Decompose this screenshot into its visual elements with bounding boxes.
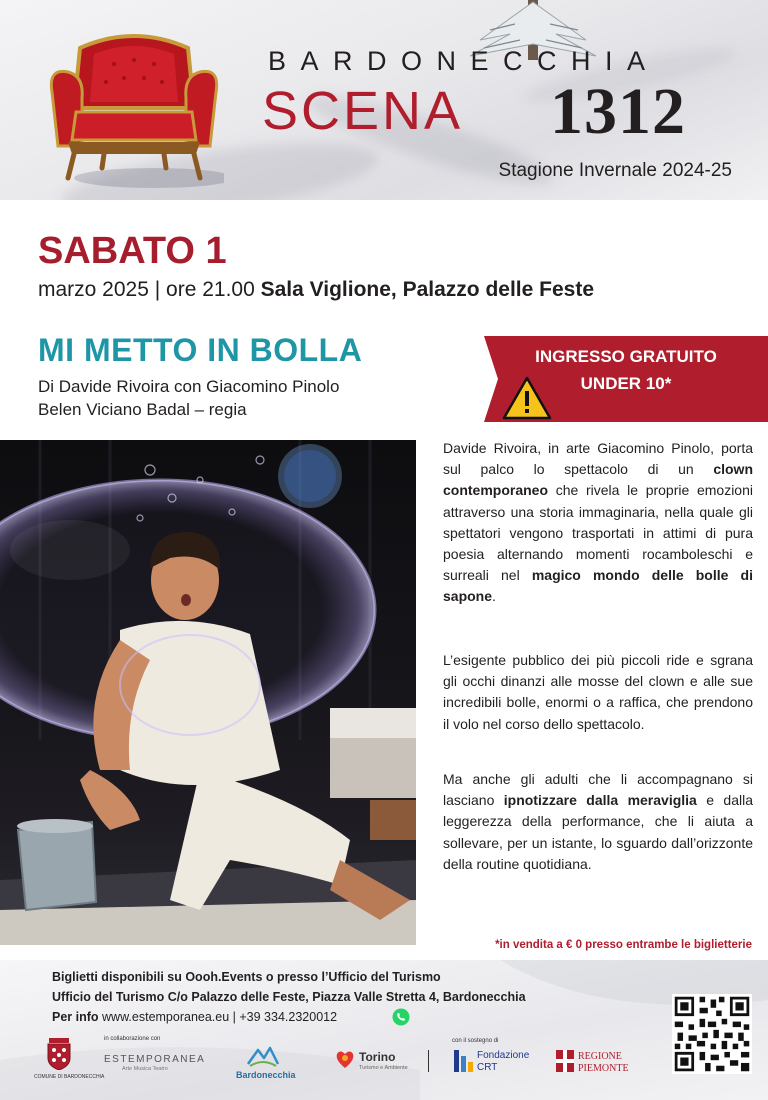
torino-heart-icon xyxy=(334,1048,356,1070)
description-paragraph-3: Ma anche gli adulti che li accompagnano si lasciano ipnotizzare dalla meraviglia e dalla leggerezza della performance, che li aiuta a sollevare, per un istante, lo sguardo dall’orizzonte della routine quotidiana. xyxy=(443,771,753,872)
season-label: Stagione Invernale 2024-25 xyxy=(498,160,732,181)
support-label: con il sostegno di xyxy=(452,1038,499,1044)
brand-town: BARDONECCHIA xyxy=(268,46,660,76)
description-paragraph-2: L’esigente pubblico dei più piccoli ride e sgrana gli occhi dinanzi alle mosse del clown e alle sue incredibili bolle, enormi o a raffica, che prendono il volo nel corso dello spettacolo. xyxy=(443,652,753,732)
highlight-hypnotize: ipnotizzare dalla meraviglia xyxy=(503,792,697,809)
footer-office: Ufficio del Turismo C/o Palazzo delle Feste, Piazza Valle Stretta 4, Bardonecchia xyxy=(52,990,526,1004)
logo-divider xyxy=(428,1050,429,1072)
red-armchair-icon xyxy=(44,28,224,188)
footer-contact[interactable]: www.estemporanea.eu | +39 334.2320012 xyxy=(102,1010,338,1024)
comune-crest-icon xyxy=(46,1038,72,1070)
event-date-time: marzo 2025 | ore 21.00 xyxy=(38,278,255,301)
logo-piemonte: PIEMONTE xyxy=(578,1063,629,1074)
header-banner xyxy=(0,0,768,200)
description-paragraph-1: Davide Rivoira, in arte Giacomino Pinolo, porta sul palco lo spettacolo di un clown contemporaneo che rivela le proprie emozioni attraverso una storia immaginaria, nella quale gli spettatori vengono trasportati in attimi di pura poesia alternando momenti rocamboleschi e surreali nel magico mondo delle bolle di sapone. xyxy=(443,440,753,605)
logo-fondazione: Fondazione xyxy=(477,1050,530,1061)
footer-tickets: Biglietti disponibili su Oooh.Events o presso l’Ufficio del Turismo xyxy=(52,970,441,984)
brand-scena: SCENA xyxy=(262,81,464,141)
performer-photo xyxy=(0,440,416,945)
logo-estemporanea: ESTEMPORANEA xyxy=(104,1054,206,1065)
ticket-note: *in vendita a € 0 presso entrambe le biglietterie xyxy=(495,939,752,951)
footer-info: Per info www.estemporanea.eu | +39 334.2320012 xyxy=(52,1010,338,1024)
banner-line-2: UNDER 10* xyxy=(580,374,672,393)
event-day: SABATO 1 xyxy=(38,230,227,272)
logo-fondazione-crt: CRT xyxy=(477,1062,498,1073)
logo-torino-sub: Turismo e Ambiente xyxy=(359,1065,408,1071)
qr-code-icon[interactable] xyxy=(672,994,752,1074)
highlight-clown: clown contemporaneo xyxy=(443,461,753,499)
event-date-line xyxy=(38,278,594,302)
event-venue: Sala Viglione, Palazzo delle Feste xyxy=(260,278,595,301)
logo-regione: REGIONE xyxy=(578,1051,622,1062)
banner-line-1: INGRESSO GRATUITO xyxy=(535,347,717,366)
show-title: MI METTO IN BOLLA xyxy=(38,332,363,368)
collab-label: in collaborazione con xyxy=(104,1036,161,1042)
bardonecchia-mountain-icon xyxy=(246,1044,280,1068)
logo-estemporanea-sub: Arte Musica Teatro xyxy=(122,1066,168,1072)
logo-torino: Torino xyxy=(359,1050,396,1064)
brand-number: 1312 xyxy=(550,75,686,148)
fondazione-crt-icon xyxy=(454,1050,474,1072)
logo-comune-label: COMUNE DI BARDONECCHIA xyxy=(34,1074,105,1080)
whatsapp-icon[interactable] xyxy=(392,1008,410,1026)
regione-piemonte-crest-icon xyxy=(556,1050,574,1072)
show-credit-author: Di Davide Rivoira con Giacomino Pinolo xyxy=(38,377,340,396)
logo-bardonecchia: Bardonecchia xyxy=(236,1070,296,1080)
show-credit-director: Belen Viciano Badal – regia xyxy=(38,400,247,419)
highlight-bubbles: magico mondo delle bolle di sapone xyxy=(443,567,753,605)
